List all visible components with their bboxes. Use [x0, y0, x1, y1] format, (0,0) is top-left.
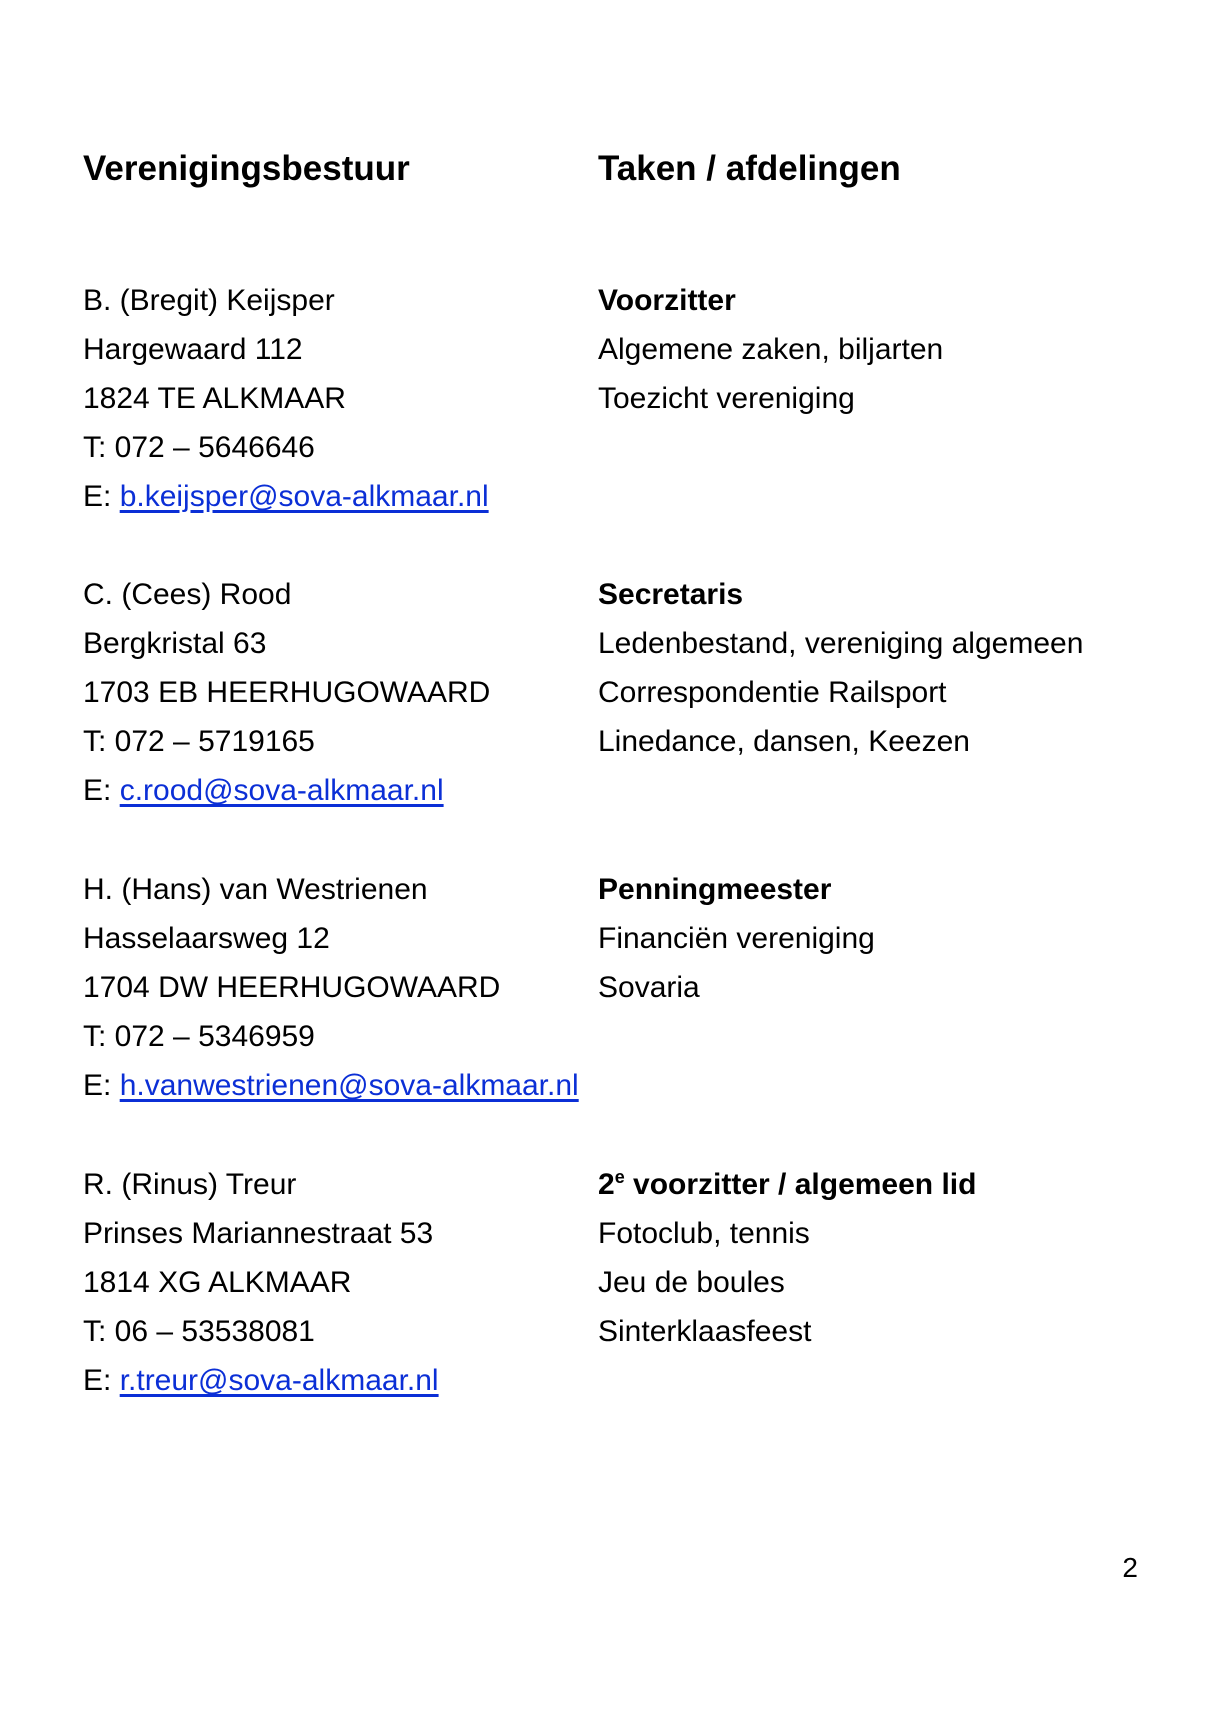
role-rest: voorzitter / algemeen lid: [624, 1168, 977, 1201]
member-city: 1703 EB HEERHUGOWAARD: [83, 676, 491, 709]
board-heading: Verenigingsbestuur: [83, 149, 410, 188]
member-phone: T: 072 – 5719165: [83, 725, 315, 758]
task-item: Algemene zaken, biljarten: [598, 333, 944, 366]
member-phone: T: 072 – 5646646: [83, 431, 315, 464]
task-item: Ledenbestand, vereniging algemeen: [598, 627, 1084, 660]
email-prefix: E:: [83, 774, 120, 807]
member-email-line: [83, 1061, 579, 1110]
email-prefix: E:: [83, 1364, 120, 1397]
task-item: Sinterklaasfeest: [598, 1315, 812, 1348]
member-tasks-rood: [598, 570, 1083, 766]
task-item: Correspondentie Railsport: [598, 676, 947, 709]
member-contact-keijsper: [83, 276, 489, 521]
role-title: Voorzitter: [598, 284, 736, 317]
page-number: 2: [1122, 1552, 1138, 1583]
member-street: Hargewaard 112: [83, 333, 303, 366]
email-prefix: E:: [83, 480, 120, 513]
member-street: Hasselaarsweg 12: [83, 922, 330, 955]
member-phone: T: 06 – 53538081: [83, 1315, 315, 1348]
role-superscript: e: [614, 1167, 625, 1187]
member-city: 1824 TE ALKMAAR: [83, 382, 346, 415]
member-email-line: [83, 1356, 439, 1405]
role-number: 2: [598, 1168, 615, 1201]
member-tasks-treur: [598, 1160, 976, 1356]
task-item: Financiën vereniging: [598, 922, 875, 955]
role-title: Penningmeester: [598, 873, 832, 906]
member-contact-treur: [83, 1160, 439, 1405]
tasks-heading: Taken / afdelingen: [598, 149, 901, 188]
member-street: Bergkristal 63: [83, 627, 267, 660]
member-phone: T: 072 – 5346959: [83, 1020, 315, 1053]
member-city: 1814 XG ALKMAAR: [83, 1266, 352, 1299]
member-name: C. (Cees) Rood: [83, 578, 292, 611]
email-link-vanwestrienen[interactable]: h.vanwestrienen@sova-alkmaar.nl: [119, 1069, 579, 1102]
task-item: Linedance, dansen, Keezen: [598, 725, 970, 758]
role-title: [598, 1160, 976, 1209]
member-email-line: [83, 766, 490, 815]
member-city: 1704 DW HEERHUGOWAARD: [83, 971, 501, 1004]
member-name: R. (Rinus) Treur: [83, 1168, 297, 1201]
email-link-treur[interactable]: r.treur@sova-alkmaar.nl: [119, 1364, 439, 1397]
task-item: Sovaria: [598, 971, 700, 1004]
member-tasks-vanwestrienen: [598, 865, 875, 1012]
member-tasks-keijsper: [598, 276, 943, 423]
member-name: H. (Hans) van Westrienen: [83, 873, 428, 906]
task-item: Jeu de boules: [598, 1266, 785, 1299]
member-email-line: [83, 472, 489, 521]
task-item: Fotoclub, tennis: [598, 1217, 810, 1250]
task-item: Toezicht vereniging: [598, 382, 855, 415]
member-contact-rood: [83, 570, 490, 815]
role-title: Secretaris: [598, 578, 744, 611]
member-contact-vanwestrienen: [83, 865, 579, 1110]
email-prefix: E:: [83, 1069, 120, 1102]
member-street: Prinses Mariannestraat 53: [83, 1217, 434, 1250]
member-name: B. (Bregit) Keijsper: [83, 284, 335, 317]
email-link-keijsper[interactable]: b.keijsper@sova-alkmaar.nl: [119, 480, 489, 513]
email-link-rood[interactable]: c.rood@sova-alkmaar.nl: [119, 774, 444, 807]
